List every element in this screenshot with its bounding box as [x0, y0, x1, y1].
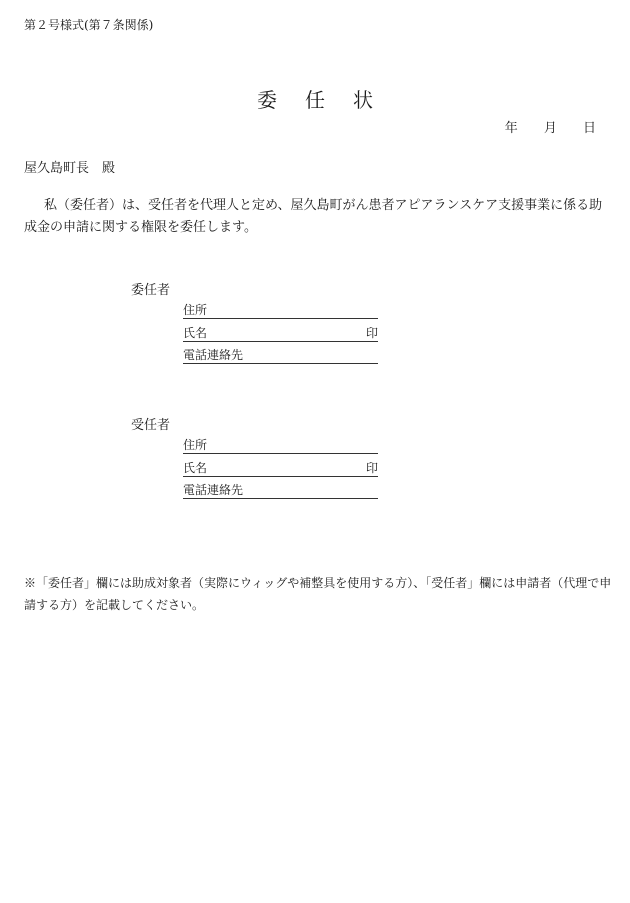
- note-text: ※「委任者」欄には助成対象者（実際にウィッグや補整具を使用する方）、「受任者」欄には申請者（代理で申請する方）を記載してください。: [24, 576, 612, 612]
- delegate-seal-mark: 印: [365, 461, 378, 475]
- document-title: 委任状: [257, 88, 401, 112]
- delegator-phone-label: 電話連絡先: [183, 348, 244, 362]
- form-number: 第２号様式(第７条関係): [24, 18, 154, 32]
- delegate-address-label: 住所: [183, 438, 208, 452]
- delegator-address-label: 住所: [183, 303, 208, 317]
- delegator-name-field[interactable]: [183, 325, 378, 342]
- delegate-heading: 受任者: [131, 418, 171, 433]
- delegate-phone-label: 電話連絡先: [183, 483, 244, 497]
- delegator-name-label: 氏名: [183, 326, 208, 340]
- delegator-heading: 委任者: [131, 283, 171, 298]
- body-text: 私（委任者）は、受任者を代理人と定め、屋久島町がん患者アピアランスケア支援事業に係る助成金の申請に関する権限を委任します。: [24, 198, 603, 235]
- delegate-phone-field[interactable]: [183, 482, 378, 499]
- delegate-name-field[interactable]: [183, 460, 378, 477]
- date-line: 年 月 日: [504, 121, 596, 136]
- delegate-name-label: 氏名: [183, 461, 208, 475]
- delegator-phone-field[interactable]: [183, 347, 378, 364]
- delegate-address-field[interactable]: [183, 437, 378, 454]
- recipient: 屋久島町長 殿: [24, 161, 116, 176]
- delegator-seal-mark: 印: [365, 326, 378, 340]
- delegator-address-field[interactable]: [183, 302, 378, 319]
